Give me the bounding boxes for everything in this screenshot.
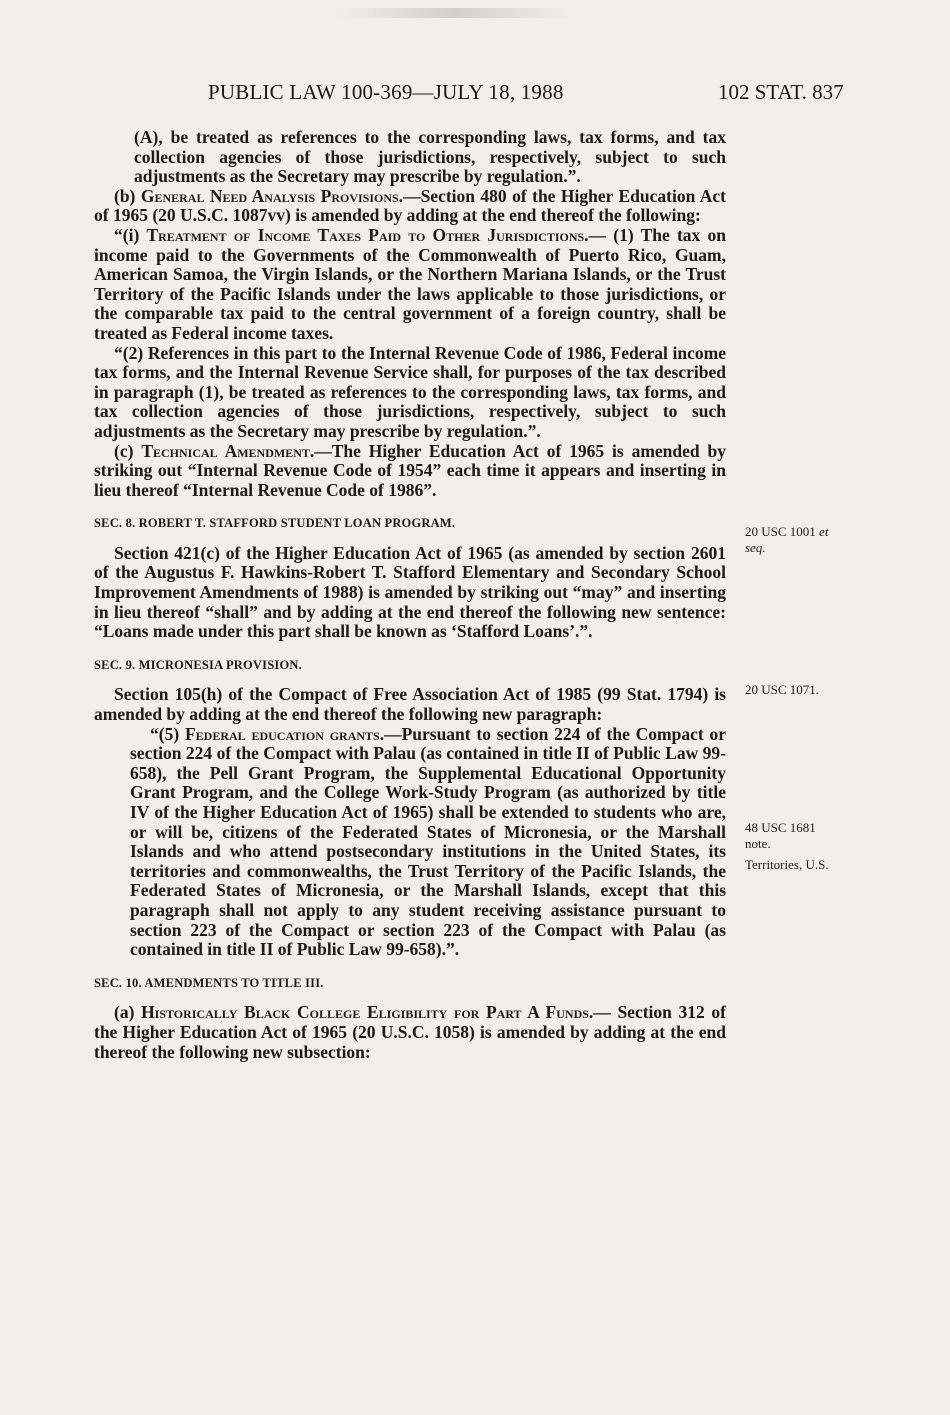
section-10-text: — Section 312 of the Higher Education Act of 1965 (20 U.S.C. 1058) is amended by adding at the end thereof the following new subsection: <box>94 1002 726 1062</box>
section-8-text: Section 421(c) of the Higher Education Act of 1965 (as amended by section 2601 of the Augustus F. Hawkins-Robert T. Stafford Elementary and Secondary School Improvement Amendments of 1988) is amended by striking out “may” and inserting in lieu thereof “shall” and by adding at the end thereof the following new sentence: “Loans made under this part shall be known as ‘Stafford Loans’.”. <box>94 542 726 642</box>
paragraph-continuation: (A), be treated as references to the corresponding laws, tax forms, and tax collection agencies of those jurisdictions, respectively, subject to such adjustments as the Secretary may prescribe by regulation.”. <box>134 127 726 187</box>
paragraph-c-heading: Technical Amendment. <box>141 440 315 461</box>
paragraph-b-text: —Section 480 of the Higher Education Act of 1965 (20 U.S.C. 1087vv) is amended by adding at the end thereof the following: <box>94 185 726 226</box>
section-10-paragraph-a <box>94 1003 726 1062</box>
margin-note-citation: 48 USC 1681 <box>745 820 816 835</box>
margin-note-line <box>745 540 828 556</box>
paragraph-c-text: —The Higher Education Act of 1965 is amended by striking out “Internal Revenue Code of 1954” each time it appears and inserting in lieu thereof “Internal Revenue Code of 1986”. <box>94 440 726 500</box>
margin-note-italic-seq: seq. <box>745 540 766 555</box>
paragraph-i-lead: “(i) <box>114 224 147 245</box>
paragraph-c <box>94 442 726 501</box>
margin-note-italic: et <box>819 524 829 539</box>
section-10-lead: (a) <box>114 1002 142 1023</box>
section-9-paragraph-lead: “(5) <box>150 723 185 744</box>
margin-note-territories: Territories, U.S. <box>745 857 829 872</box>
section-8-heading: SEC. 8. ROBERT T. STAFFORD STUDENT LOAN PROGRAM. <box>94 516 456 531</box>
paragraph-b <box>94 187 726 226</box>
section-9-paragraph-heading: Federal education grants. <box>184 723 385 744</box>
paragraph-i-text: — (1) The tax on income paid to the Governments of the Commonwealth of Puerto Rico, Guam, American Samoa, the Virgin Islands, or the Northern Mariana Islands, or the Trust Territory of the Pacific Islands under the laws applicable to those jurisdictions, or the comparable tax paid to the central government of a foreign country, shall be treated as Federal income taxes. <box>94 224 726 343</box>
section-10-heading: SEC. 10. AMENDMENTS TO TITLE III. <box>94 975 324 990</box>
section-10-paragraph-heading: Historically Black College Eligibility for Part A Funds. <box>141 1002 594 1023</box>
margin-note-line <box>745 524 828 540</box>
paragraph-b-heading: General Need Analysis Provisions. <box>140 185 404 206</box>
paragraph-2: “(2) References in this part to the Internal Revenue Code of 1986, Federal income tax forms, and the Internal Revenue Service shall, for purposes of the tax described in paragraph (1), be treated as references to the corresponding laws, tax forms, and tax collection agencies of those jurisdictions, respectively, subject to such adjustments as the Secretary may prescribe by regulation.”. <box>94 342 726 441</box>
paragraph-i <box>94 226 726 344</box>
margin-note-usc-1001 <box>745 524 828 556</box>
section-9-text: Section 105(h) of the Compact of Free Association Act of 1985 (99 Stat. 1794) is amended by adding at the end thereof the following new paragraph: <box>94 684 726 725</box>
section-9-paragraph-5 <box>94 725 726 960</box>
scan-artifact <box>335 8 575 18</box>
page-header-title: PUBLIC LAW 100-369—JULY 18, 1988 <box>208 80 564 104</box>
section-9-heading: SEC. 9. MICRONESIA PROVISION. <box>94 657 302 672</box>
paragraph-b-lead: (b) <box>114 185 141 206</box>
paragraph-c-lead: (c) <box>114 440 142 461</box>
section-9-paragraph-text: —Pursuant to section 224 of the Compact or section 224 of the Compact with Palau (as contained in title II of Public Law 99-658), the Pell Grant Program, the Supplemental Educational Opportunity Grant Program, and the College Work-Study Program (as authorized by title IV of the Higher Education Act of 1965) shall be extended to students who are, or will be, citizens of the Federated States of Micronesia, or the Marshall Islands and who attend postsecondary institutions in the United States, its territories and commonwealths, the Trust Territory of the Pacific Islands, the Federated States of Micronesia, or the Marshall Islands, except that this paragraph shall not apply to any student receiving assistance pursuant to section 223 of the Compact or section 223 of the Compact with Palau (as contained in title II of Public Law 99-658).”. <box>130 723 726 960</box>
body-text <box>94 128 726 1062</box>
paragraph-i-heading: Treatment of Income Taxes Paid to Other Jurisdictions. <box>146 224 589 245</box>
page-header-stat: 102 STAT. 837 <box>718 80 844 104</box>
margin-note-usc-1071: 20 USC 1071. <box>745 682 820 697</box>
margin-note-citation: 20 USC 1001 <box>745 524 820 539</box>
margin-note-note: note. <box>745 836 771 851</box>
margin-note-usc-1681 <box>745 820 816 852</box>
